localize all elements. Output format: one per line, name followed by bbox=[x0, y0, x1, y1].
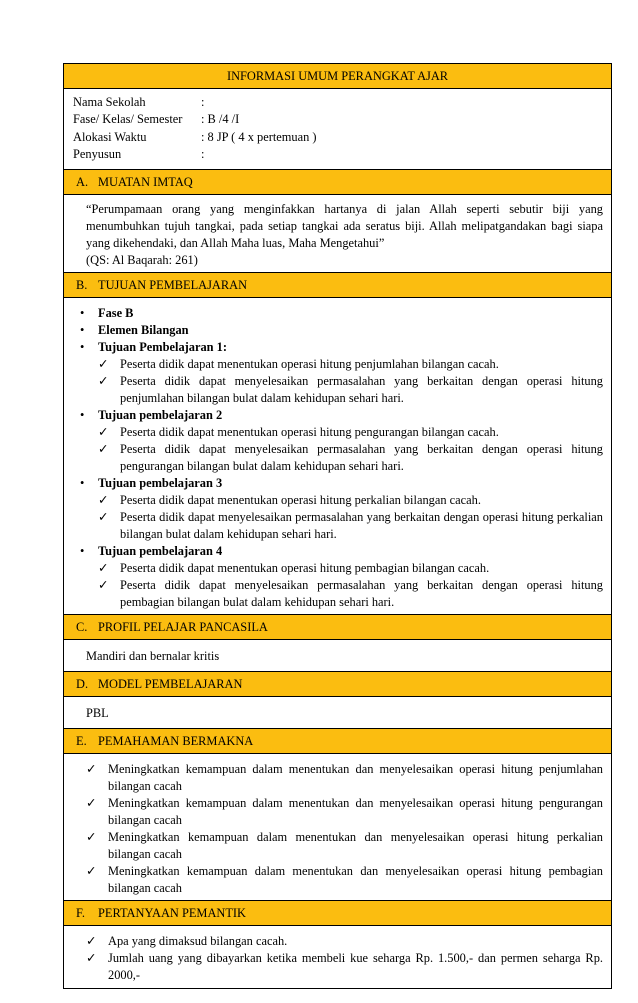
check-icon: ✓ bbox=[98, 374, 109, 389]
section-letter: C. bbox=[76, 620, 88, 635]
info-value: : bbox=[201, 95, 205, 109]
section-title: MUATAN IMTAQ bbox=[98, 175, 193, 190]
list-item: ✓ Peserta didik dapat menyelesaikan permasalahan yang berkaitan dengan operasi hitung pembagian bilangan bulat dalam kehidupan sehari hari. bbox=[98, 578, 603, 610]
section-c-header bbox=[64, 614, 611, 639]
list-item: • Tujuan pembelajaran 2 ✓ Peserta didik dapat menentukan operasi hitung pengurangan bilangan cacah. ✓ Peserta didik dapat menyelesaikan permasalahan yang berkaitan dengan operasi hitung pengurangan bilangan bulat dalam kehidupan sehari hari. bbox=[80, 408, 603, 474]
check-icon: ✓ bbox=[98, 561, 109, 576]
check-icon: ✓ bbox=[98, 578, 109, 593]
general-info bbox=[64, 88, 611, 169]
check-icon: ✓ bbox=[86, 951, 97, 966]
list-item: • Tujuan pembelajaran 4 ✓ Peserta didik dapat menentukan operasi hitung pembagian bilangan cacah. ✓ Peserta didik dapat menyelesaikan permasalahan yang berkaitan dengan operasi hitung pembagian bilangan bulat dalam kehidupan sehari hari. bbox=[80, 544, 603, 610]
section-d-body: PBL bbox=[64, 696, 611, 728]
bullet-icon: • bbox=[80, 544, 85, 559]
info-value: : 8 JP ( 4 x pertemuan ) bbox=[201, 129, 317, 144]
list-item: ✓ Peserta didik dapat menyelesaikan permasalahan yang berkaitan dengan operasi hitung perkalian bilangan bulat dalam kehidupan sehari hari. bbox=[98, 510, 603, 542]
section-letter: B. bbox=[76, 278, 88, 293]
understanding-list bbox=[86, 761, 603, 897]
list-item: ✓ Peserta didik dapat menyelesaikan permasalahan yang berkaitan dengan operasi hitung pengurangan bilangan bulat dalam kehidupan sehari hari. bbox=[98, 442, 603, 474]
info-row-time bbox=[73, 129, 602, 146]
list-item: • Tujuan Pembelajaran 1: ✓ Peserta didik dapat menentukan operasi hitung penjumlahan bilangan cacah. ✓ Peserta didik dapat menyelesaikan permasalahan yang berkaitan dengan operasi hitung penjumlahan bilangan bulat dalam kehidupan sehari hari. bbox=[80, 340, 603, 406]
info-value: : B /4 /I bbox=[201, 112, 240, 127]
list-item: • Fase B bbox=[80, 306, 134, 321]
document-title: INFORMASI UMUM PERANGKAT AJAR bbox=[64, 64, 611, 88]
list-item: ✓ Meningkatkan kemampuan dalam menentukan dan menyelesaikan operasi hitung pengurangan bilangan cacah bbox=[86, 796, 603, 828]
check-list bbox=[98, 560, 603, 611]
info-row-phase bbox=[73, 111, 602, 128]
check-icon: ✓ bbox=[98, 442, 109, 457]
info-label: Alokasi Waktu bbox=[73, 129, 147, 144]
list-item: ✓ Peserta didik dapat menentukan operasi hitung perkalian bilangan cacah. bbox=[98, 493, 481, 508]
section-title: PERTANYAAN PEMANTIK bbox=[98, 906, 246, 921]
section-d-header bbox=[64, 671, 611, 696]
info-label: Penyusun bbox=[73, 146, 122, 161]
section-letter: A. bbox=[76, 175, 89, 190]
lesson-plan-table bbox=[63, 63, 612, 989]
objective-list bbox=[72, 305, 603, 611]
section-letter: F. bbox=[76, 906, 85, 921]
bullet-icon: • bbox=[80, 476, 85, 491]
quote-source: (QS: Al Baqarah: 261) bbox=[86, 253, 198, 268]
list-item: ✓ Peserta didik dapat menyelesaikan permasalahan yang berkaitan dengan operasi hitung penjumlahan bilangan bulat dalam kehidupan sehari hari. bbox=[98, 374, 603, 406]
info-label: Fase/ Kelas/ Semester bbox=[73, 112, 183, 127]
list-item: ✓ Meningkatkan kemampuan dalam menentukan dan menyelesaikan operasi hitung perkalian bilangan cacah bbox=[86, 830, 603, 862]
section-title: MODEL PEMBELAJARAN bbox=[98, 677, 243, 692]
list-item: ✓ Peserta didik dapat menentukan operasi hitung penjumlahan bilangan cacah. bbox=[98, 357, 499, 372]
check-icon: ✓ bbox=[86, 796, 97, 811]
info-row-author bbox=[73, 146, 602, 163]
check-list bbox=[98, 492, 603, 543]
bullet-icon: • bbox=[80, 323, 85, 338]
section-title: PROFIL PELAJAR PANCASILA bbox=[98, 620, 268, 635]
check-icon: ✓ bbox=[86, 934, 97, 949]
list-item: ✓ Meningkatkan kemampuan dalam menentukan dan menyelesaikan operasi hitung penjumlahan bilangan cacah bbox=[86, 762, 603, 794]
section-e-body bbox=[64, 753, 611, 900]
section-b-body bbox=[64, 297, 611, 614]
list-item: ✓ Apa yang dimaksud bilangan cacah. bbox=[86, 934, 288, 949]
list-item: ✓ Peserta didik dapat menentukan operasi hitung pembagian bilangan cacah. bbox=[98, 561, 490, 576]
section-f-header bbox=[64, 900, 611, 925]
section-c-body: Mandiri dan bernalar kritis bbox=[64, 639, 611, 671]
list-item: • Tujuan pembelajaran 3 ✓ Peserta didik dapat menentukan operasi hitung perkalian bilangan cacah. ✓ Peserta didik dapat menyelesaikan permasalahan yang berkaitan dengan operasi hitung perkalian bilangan bulat dalam kehidupan sehari hari. bbox=[80, 476, 603, 542]
list-item: ✓ Peserta didik dapat menentukan operasi hitung pengurangan bilangan cacah. bbox=[98, 425, 499, 440]
section-a-header bbox=[64, 169, 611, 194]
check-icon: ✓ bbox=[98, 357, 109, 372]
section-title: TUJUAN PEMBELAJARAN bbox=[98, 278, 248, 293]
info-row-school bbox=[73, 94, 602, 111]
section-b-header bbox=[64, 272, 611, 297]
list-item: ✓ Meningkatkan kemampuan dalam menentukan dan menyelesaikan operasi hitung pembagian bilangan cacah bbox=[86, 864, 603, 896]
info-label: Nama Sekolah bbox=[73, 95, 146, 109]
section-letter: D. bbox=[76, 677, 89, 692]
quote-text: “Perumpamaan orang yang menginfakkan hartanya di jalan Allah seperti sebutir biji yang menumbuhkan tujuh tangkai, pada setiap tangkai ada seratus biji. Allah melipatgandakan bagi siapa yang dikehendaki, dan Allah Maha luas, Maha Mengetahui” bbox=[86, 202, 603, 251]
info-value: : bbox=[201, 146, 205, 161]
bullet-icon: • bbox=[80, 408, 85, 423]
check-icon: ✓ bbox=[98, 425, 109, 440]
section-title: PEMAHAMAN BERMAKNA bbox=[98, 734, 254, 749]
section-e-header bbox=[64, 728, 611, 753]
check-icon: ✓ bbox=[98, 510, 109, 525]
check-list bbox=[98, 356, 603, 407]
section-a-body bbox=[64, 194, 611, 272]
section-f-body bbox=[64, 925, 611, 988]
trigger-question-list bbox=[86, 933, 603, 984]
check-icon: ✓ bbox=[86, 864, 97, 879]
bullet-icon: • bbox=[80, 306, 85, 321]
bullet-icon: • bbox=[80, 340, 85, 355]
check-icon: ✓ bbox=[86, 762, 97, 777]
check-icon: ✓ bbox=[86, 830, 97, 845]
section-letter: E. bbox=[76, 734, 87, 749]
check-list bbox=[98, 424, 603, 475]
list-item: ✓ Jumlah uang yang dibayarkan ketika membeli kue seharga Rp. 1.500,- dan permen seharga Rp. 2000,- bbox=[86, 951, 603, 983]
list-item: • Elemen Bilangan bbox=[80, 323, 189, 338]
check-icon: ✓ bbox=[98, 493, 109, 508]
